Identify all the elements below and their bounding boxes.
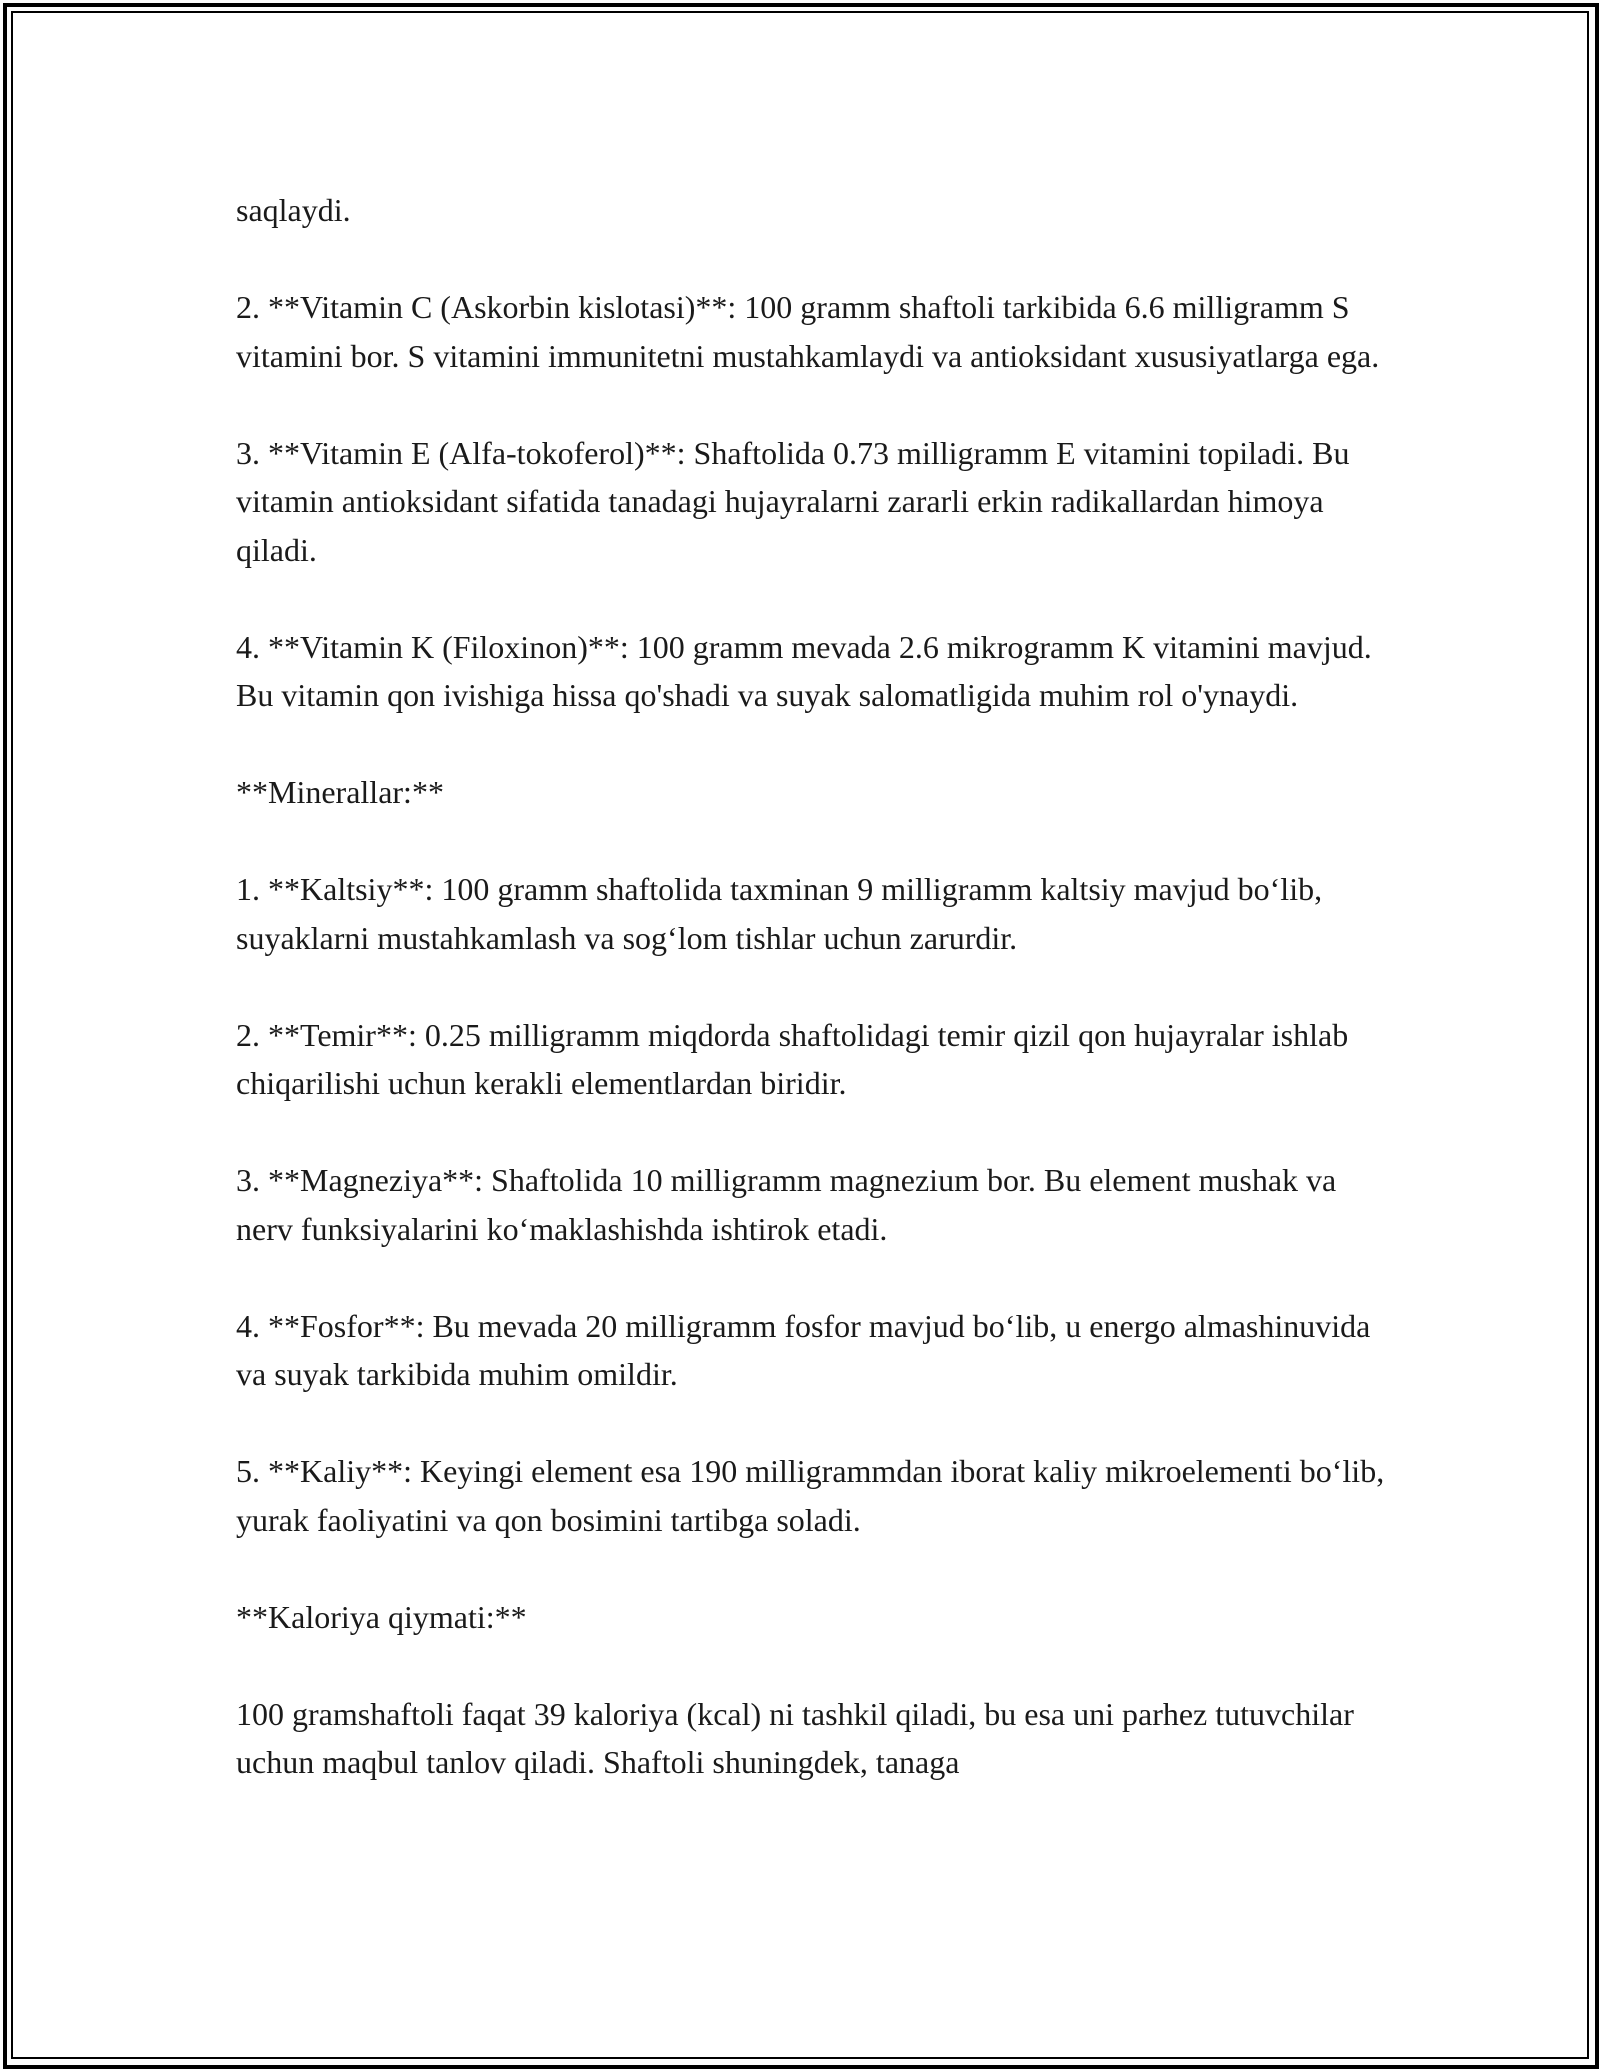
paragraph-phosphorus: 4. **Fosfor**: Bu mevada 20 milligramm fosfor mavjud bo‘lib, u energo almashinuvida va suyak tarkibida muhim omildir. xyxy=(236,1307,1371,1392)
paragraph-magnesium: 3. **Magneziya**: Shaftolida 10 milligramm magnezium bor. Bu element mushak va nerv funksiyalarini ko‘maklashishda ishtirok etadi. xyxy=(236,1162,1337,1247)
paragraph-vitamin-e: 3. **Vitamin E (Alfa-tokoferol)**: Shaftolida 0.73 milligramm E vitamini topiladi. Bu vitamin antioksidant sifatida tanadagi hujayralarni zararli erkin radikallardan himoya qiladi. xyxy=(236,434,1350,568)
heading-minerals: **Minerallar:** xyxy=(236,774,444,810)
paragraph-potassium: 5. **Kaliy**: Keyingi element esa 190 milligrammdan iborat kaliy mikroelementi bo‘lib, yurak faoliyatini va qon bosimini tartibga soladi. xyxy=(236,1453,1385,1538)
document-body xyxy=(236,186,1396,1787)
paragraph-vitamin-c: 2. **Vitamin C (Askorbin kislotasi)**: 100 gramm shaftoli tarkibida 6.6 milligramm S vitamini bor. S vitamini immunitetni mustahkamlaydi va antioksidant xususiyatlarga ega. xyxy=(236,289,1380,374)
paragraph-continuation: saqlaydi. xyxy=(236,192,351,228)
heading-calorie-value: **Kaloriya qiymati:** xyxy=(236,1598,527,1635)
paragraph-calories: 100 gramshaftoli faqat 39 kaloriya (kcal) ni tashkil qiladi, bu esa uni parhez tutuvchilar uchun maqbul tanlov qiladi. Shaftoli shuningdek, tanaga xyxy=(236,1695,1354,1780)
paragraph-calcium: 1. **Kaltsiy**: 100 gramm shaftolida taxminan 9 milligramm kaltsiy mavjud bo‘lib, suyaklarni mustahkamlash va sog‘lom tishlar uchun zarurdir. xyxy=(236,871,1323,956)
paragraph-vitamin-k: 4. **Vitamin K (Filoxinon)**: 100 gramm mevada 2.6 mikrogramm K vitamini mavjud. Bu vitamin qon ivishiga hissa qo'shadi va suyak salomatligida muhim rol o'ynaydi. xyxy=(236,628,1372,713)
paragraph-iron: 2. **Temir**: 0.25 milligramm miqdorda shaftolidagi temir qizil qon hujayralar ishlab chiqarilishi uchun kerakli elementlardan biridir. xyxy=(236,1016,1349,1101)
